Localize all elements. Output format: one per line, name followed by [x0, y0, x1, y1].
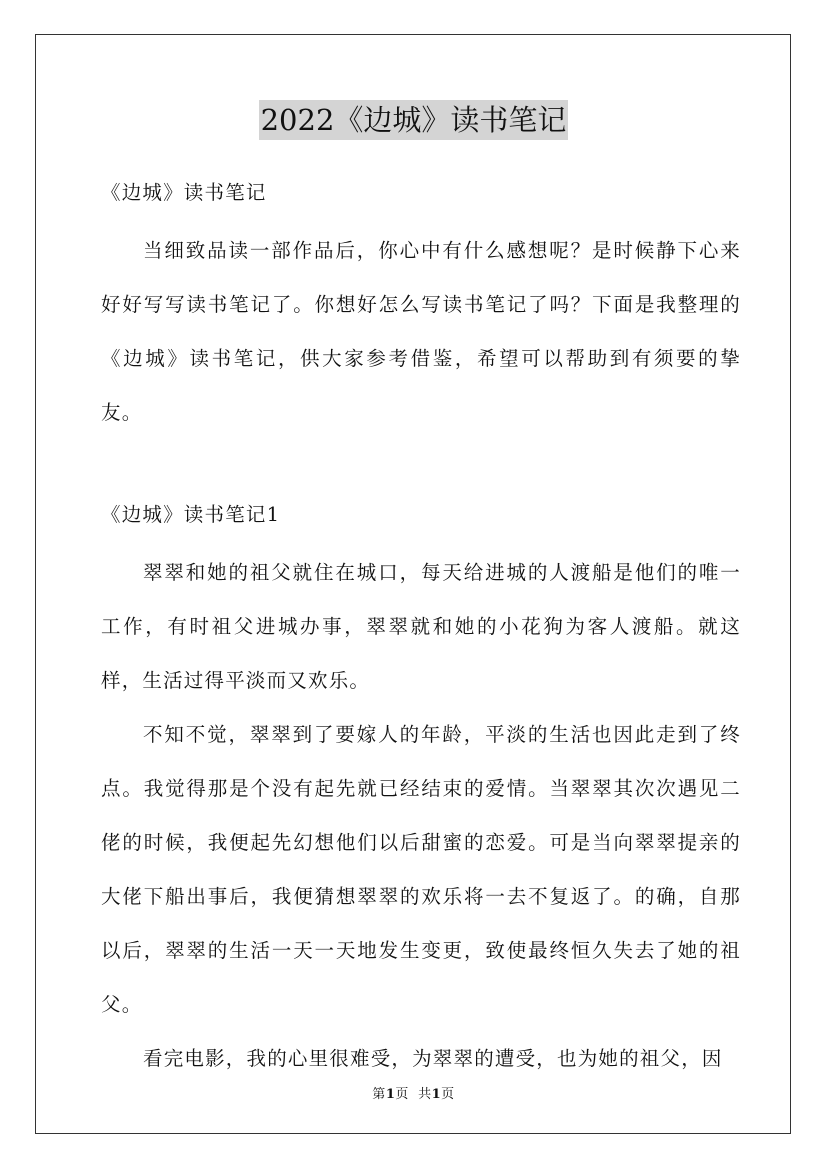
footer-page-suffix: 页 共: [395, 1087, 432, 1102]
footer-page-number: 1: [385, 1087, 396, 1102]
body-paragraph-1: 翠翠和她的祖父就住在城口，每天给进城的人渡船是他们的唯一工作，有时祖父进城办事，翠翠就和她的小花狗为客人渡船。就这样，生活过得平淡而又欢乐。: [101, 561, 741, 692]
footer-total-pages: 1: [431, 1087, 442, 1102]
footer-total-suffix: 页: [441, 1087, 455, 1102]
intro-paragraph: 当细致品读一部作品后，你心中有什么感想呢？是时候静下心来好好写写读书笔记了。你想好怎么写读书笔记了吗？下面是我整理的《边城》读书笔记，供大家参考借鉴，希望可以帮助到有须要的挚友。: [101, 239, 741, 424]
intro-heading: 《边城》读书笔记: [101, 181, 267, 204]
spacer: [101, 536, 741, 546]
body-paragraph-3: 看完电影，我的心里很难受，为翠翠的遭受，也为她的祖父，因: [143, 1047, 723, 1070]
section-heading: 《边城》读书笔记1: [101, 503, 281, 526]
document-body: [101, 172, 741, 1086]
page-footer: [0, 1083, 827, 1102]
document-title: 2022《边城》读书笔记: [259, 100, 569, 140]
body-paragraph-2: 不知不觉，翠翠到了要嫁人的年龄，平淡的生活也因此走到了终点。我觉得那是个没有起先就已经结束的爱情。当翠翠其次次遇见二佬的时候，我便起先幻想他们以后甜蜜的恋爱。可是当向翠翠提亲的大佬下船出事后，我便猜想翠翠的欢乐将一去不复返了。的确，自那以后，翠翠的生活一天一天地发生变更，致使最终恒久失去了她的祖父。: [101, 723, 741, 1016]
spacer: [101, 440, 741, 494]
spacer: [101, 214, 741, 224]
footer-prefix: 第: [372, 1087, 386, 1102]
title-container: [0, 100, 827, 140]
